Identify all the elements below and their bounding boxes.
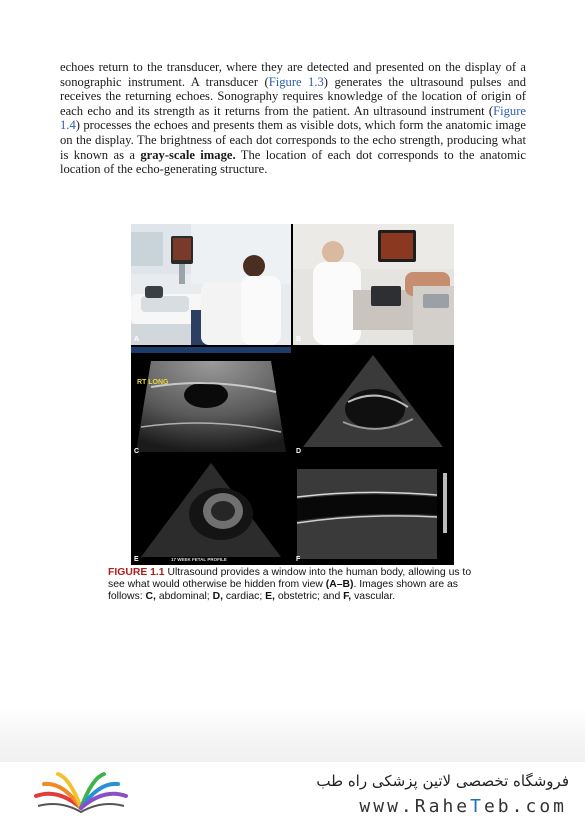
- caption-f: F,: [343, 590, 352, 602]
- book-logo-icon: [28, 768, 134, 816]
- paragraph-text-1: echoes return to the transducer, where they are detected and presented on the display of a sonographic instrument. A transducer (: [60, 60, 526, 89]
- caption-text-b: . Images shown are as follows:: [108, 578, 459, 602]
- caption-e-text: obstetric; and: [274, 590, 344, 602]
- caption-range: (A–B): [325, 578, 354, 590]
- url-suffix: eb.com: [483, 796, 567, 817]
- panel-c-ultrasound: [131, 347, 291, 457]
- caption-text-a: Ultrasound provides a window into the human body, allowing us to see what would otherwise be hidden from view: [108, 567, 472, 590]
- panel-e-annotation: 17 WEEK FETAL PROFILE: [171, 557, 227, 562]
- panel-c-annotation: RT LONG: [137, 379, 169, 386]
- figure-label: FIGURE 1.1: [108, 567, 165, 578]
- panel-label-a: A: [134, 336, 140, 343]
- shop-url[interactable]: [359, 796, 567, 817]
- panel-label-b: B: [296, 336, 302, 343]
- panel-d-ultrasound: [293, 347, 454, 457]
- paragraph-text-2: ) generates the ultrasound pulses and receives the returning echoes. Sonography requires knowledge of the location of origin of each echo and its strength as it returns from the patient. An ultrasound instrument (: [60, 74, 526, 118]
- caption-d: D,: [212, 590, 223, 602]
- panel-label-f: F: [296, 556, 301, 563]
- panel-a-photo: [131, 224, 291, 345]
- panel-label-d: D: [296, 448, 302, 455]
- figure-1-4-link[interactable]: Figure 1.4: [60, 103, 526, 133]
- panel-e-ultrasound: [131, 459, 291, 565]
- figure-1-1: [131, 224, 454, 565]
- url-prefix: www.Rahe: [359, 796, 471, 817]
- figure-1-3-link[interactable]: Figure 1.3: [268, 74, 324, 89]
- url-accent: T: [470, 796, 484, 817]
- paragraph-text-3: ) processes the echoes and presents them as visible dots, which form the anatomic image on the display. The brightness of each dot corresponds to the echo strength, producing what is known as a: [60, 118, 526, 162]
- panel-b-photo: [293, 224, 454, 345]
- caption-d-text: cardiac;: [222, 590, 266, 602]
- panel-label-c: C: [134, 448, 140, 455]
- caption-f-text: vascular.: [351, 590, 396, 602]
- bold-term: gray-scale image.: [140, 147, 236, 162]
- body-paragraph: [60, 60, 526, 177]
- panel-f-ultrasound: [293, 459, 454, 565]
- caption-e: E,: [265, 590, 275, 602]
- figure-caption: [108, 567, 480, 602]
- caption-c-text: abdominal;: [155, 590, 213, 602]
- caption-c: C,: [145, 590, 156, 602]
- panel-label-e: E: [134, 556, 139, 563]
- paragraph-text-4: The location of each dot corresponds to the anatomic location of the echo-generating structure.: [60, 147, 526, 177]
- shop-name: فروشگاه تخصصی لاتین پزشکی راه طب: [316, 772, 569, 790]
